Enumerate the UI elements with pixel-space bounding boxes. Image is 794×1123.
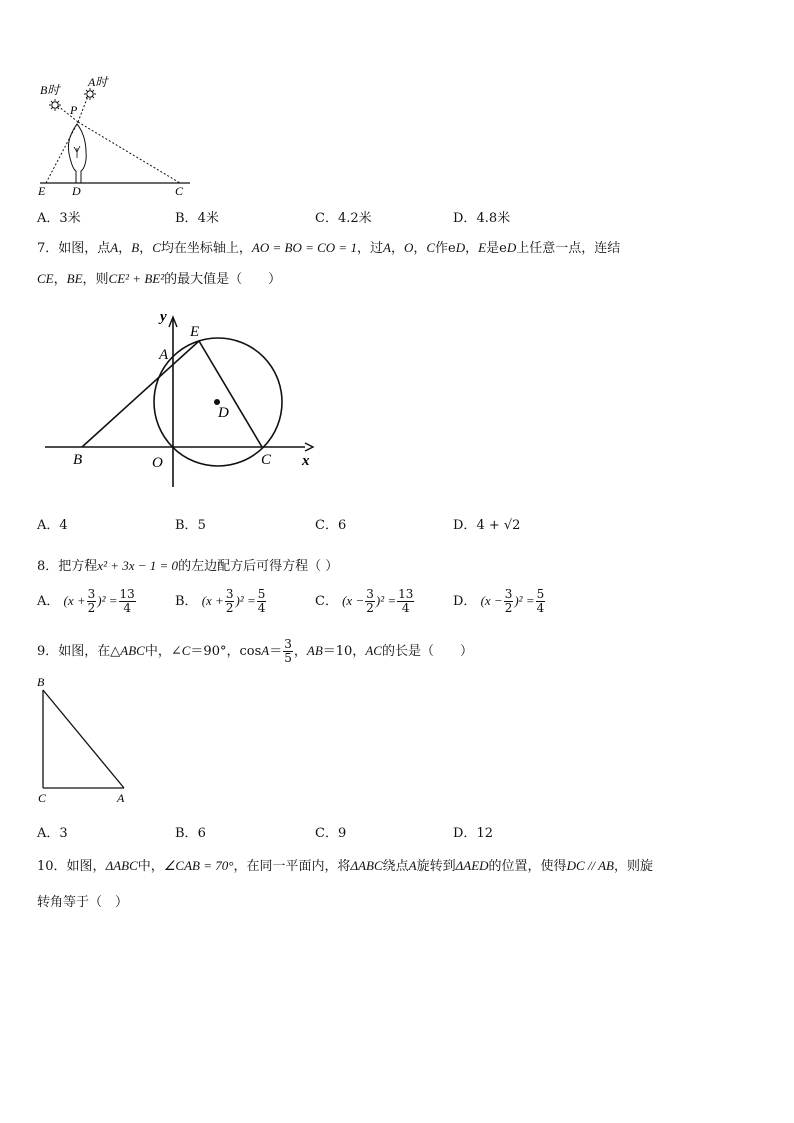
q7-option-c[interactable]: C．6 [315, 518, 347, 533]
label-a: A [117, 791, 125, 805]
q9-option-b[interactable]: B．6 [175, 826, 206, 841]
label-d: D [218, 405, 229, 421]
label-e: E [190, 324, 200, 340]
label-c: C [175, 184, 184, 198]
q8-option-c[interactable]: C． (x − $\frac{3}{2}$ )² = $\frac{13}{4}$ [315, 587, 414, 615]
q9-option-d[interactable]: D．12 [453, 826, 493, 841]
q8-option-b[interactable]: B． (x + $\frac{3}{2}$ )² = $\frac{5}{4}$ [175, 587, 266, 615]
q6-option-a[interactable]: A．3米 [37, 211, 81, 226]
label-c: C [38, 791, 47, 805]
shadow-line-b [46, 122, 78, 183]
q8-stem: 8．把方程x² + 3x − 1 = 0的左边配方后可得方程（ ） [37, 558, 339, 574]
side-ab [43, 690, 124, 788]
q8-option-d[interactable]: D． (x − $\frac{3}{2}$ )² = $\frac{5}{4}$ [453, 587, 545, 615]
label-e: E [38, 184, 46, 198]
segment-ce [199, 341, 262, 447]
sun-b-icon [49, 99, 61, 111]
x-axis-arrow-icon [305, 443, 313, 451]
label-c: C [261, 452, 272, 468]
q7-option-d[interactable]: D．4 + √2 [453, 518, 521, 533]
q6-option-d[interactable]: D．4.8米 [453, 211, 511, 226]
q9-figure [30, 672, 140, 808]
label-d: D [72, 184, 81, 198]
label-a: A [159, 347, 169, 363]
q8-option-a[interactable]: A． (x + $\frac{3}{2}$ )² = $\frac{13}{4}$ [37, 587, 135, 615]
label-b: B [37, 675, 45, 689]
label-a-time: A时 [88, 75, 108, 89]
q9-option-a[interactable]: A．3 [37, 826, 68, 841]
label-b: B [73, 452, 83, 468]
q7-stem-line2: CE，BE，则CE² + BE²的最大值是（ ） [37, 271, 282, 287]
q10-stem-line2: 转角等于（ ） [37, 895, 129, 910]
sun-a-icon [84, 88, 96, 100]
label-p: P [70, 103, 78, 117]
q9-stem: 9．如图，在△ABC中，∠C＝90°，cosA＝ $\frac{3}{5}$ ，AB＝10，AC的长是（ ） [37, 637, 473, 665]
q7-option-b[interactable]: B．5 [175, 518, 206, 533]
segment-be [82, 341, 199, 447]
label-x: x [302, 453, 310, 469]
label-o: O [152, 455, 163, 471]
q7-stem-line1: 7．如图，点A，B，C均在坐标轴上，AO = BO = CO = 1，过A，O，C作eD，E是eD上任意一点，连结 [37, 240, 621, 256]
q7-option-a[interactable]: A．4 [37, 518, 68, 533]
shadow-line-a [78, 122, 180, 183]
q9-option-c[interactable]: C．9 [315, 826, 347, 841]
q6-figure [30, 72, 200, 200]
q6-option-b[interactable]: B．4米 [175, 211, 219, 226]
label-y: y [160, 309, 167, 325]
q10-stem-line1: 10．如图，ΔABC中，∠CAB = 70°，在同一平面内，将ΔABC绕点A旋转到ΔAED的位置，使得DC // AB，则旋 [37, 858, 654, 874]
label-b-time: B时 [40, 83, 60, 97]
ray-a [78, 96, 88, 122]
q7-figure [40, 305, 320, 495]
q6-option-c[interactable]: C．4.2米 [315, 211, 372, 226]
